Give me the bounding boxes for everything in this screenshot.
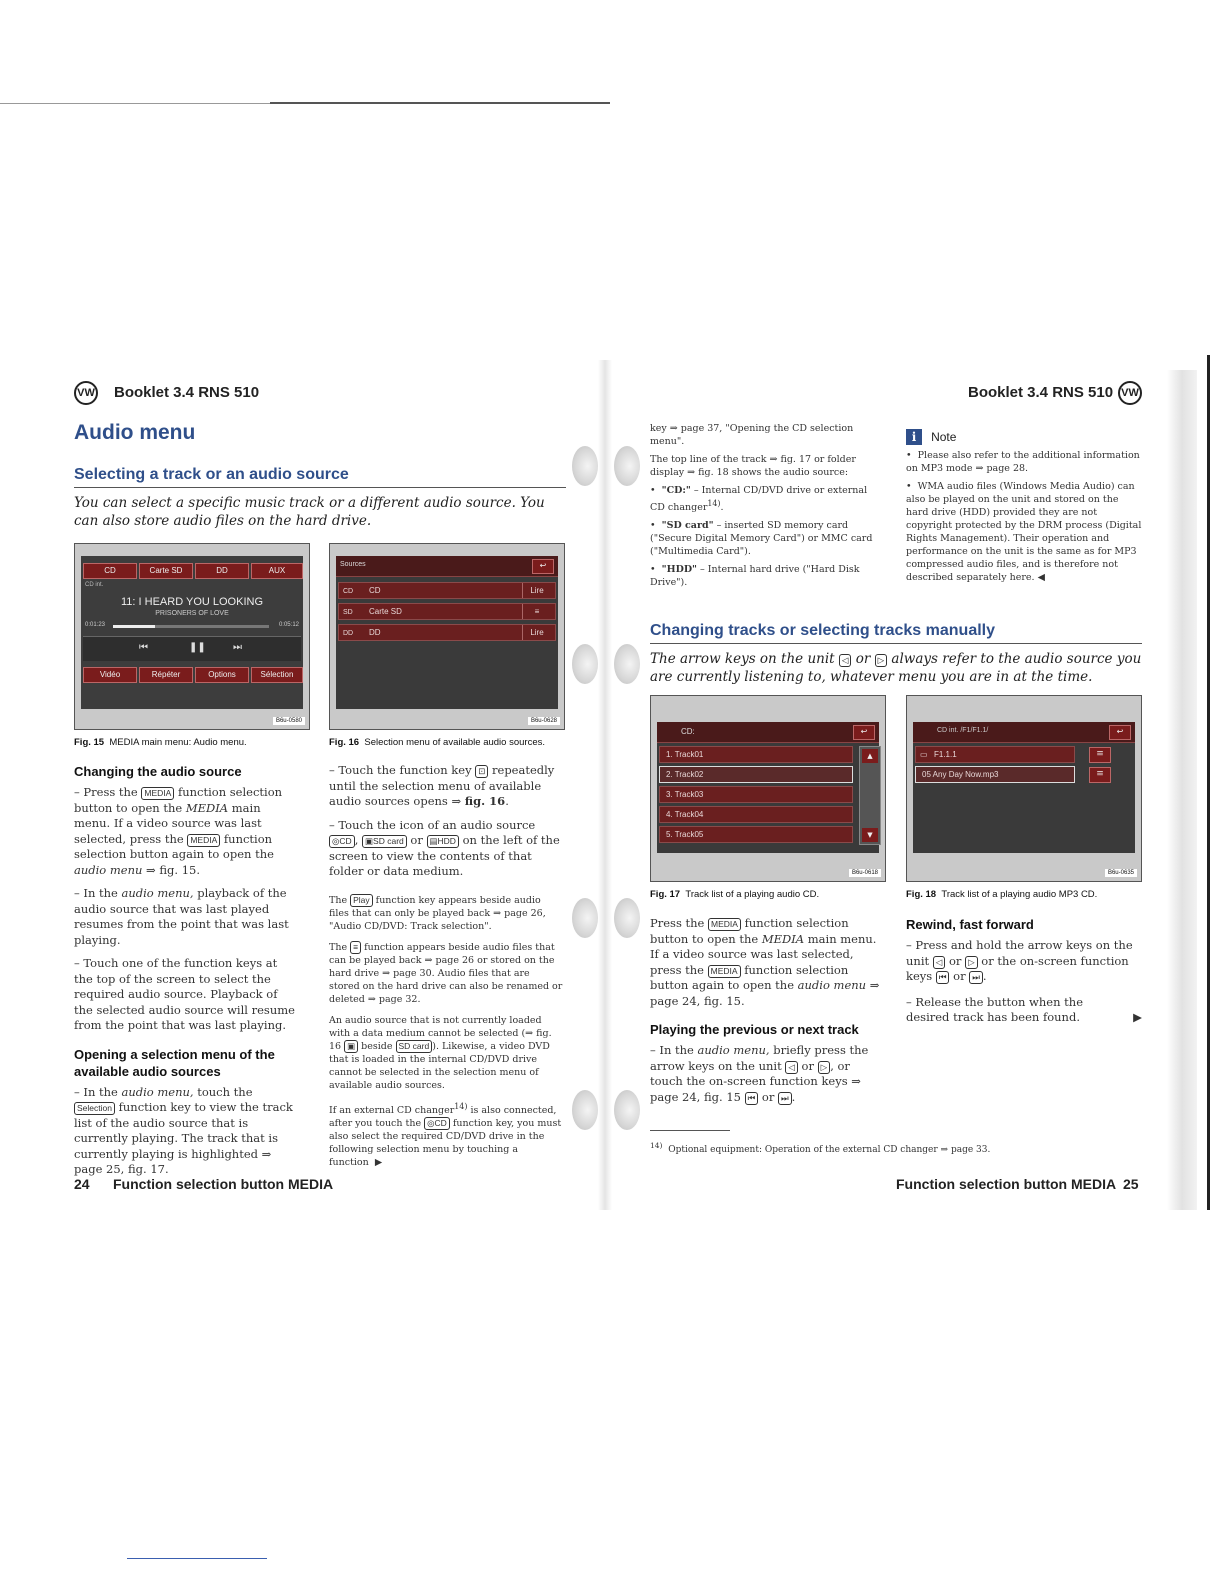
figure-code: B6u-0580	[273, 717, 305, 725]
paragraph: – Touch the icon of an audio source ◎CD , ▣SD card or ▤HDD on the left of the screen to view the contents of that folder or data medium.	[329, 817, 560, 878]
right-column-1	[650, 422, 882, 594]
binder-hole	[572, 446, 598, 486]
source-row-dd[interactable]	[338, 624, 556, 641]
play-key: Play	[350, 894, 373, 907]
scroll-down-icon[interactable]: ▼	[862, 828, 878, 842]
figure-16-caption	[329, 737, 545, 748]
function-key: ⊡	[475, 765, 488, 778]
continue-arrow-icon: ▶	[1133, 1010, 1142, 1024]
intro-text: The arrow keys on the unit ◁ or ▷ always refer to the audio source you are currently listening to, whatever menu you are in at the time.	[650, 651, 1142, 685]
menu-icon[interactable]: ≡	[1089, 767, 1111, 783]
paragraph: key ⇒ page 37, "Opening the CD selection menu".	[650, 423, 854, 447]
track-row[interactable]: 5. Track05	[659, 826, 853, 843]
source-row-cd[interactable]	[338, 582, 556, 599]
track-row[interactable]: 1. Track01	[659, 746, 853, 763]
left-arrow-key: ◁	[933, 956, 946, 969]
page-title: Audio menu	[74, 421, 196, 444]
source-label: CD int.	[85, 582, 104, 588]
note-item: • WMA audio files (Windows Media Audio) can also be played on the unit and stored on the hard drive (HDD) provided they are not copyright protected by the DRM process (Digital Rights Management). Their operation and performance on the unit is the same as for MP3 compressed audio files, and is therefore not described separately here. ◀	[906, 481, 1142, 583]
folder-row[interactable]	[915, 746, 1075, 763]
figure-15	[74, 543, 310, 730]
caption-text: MEDIA main menu: Audio menu.	[109, 737, 247, 748]
vw-logo: VW	[1118, 381, 1142, 405]
sd-card-key: ▣SD card	[362, 835, 407, 848]
figure-code: B6u-0635	[1105, 869, 1137, 877]
progress-track	[113, 625, 269, 628]
bullet-item: • "HDD" – Internal hard drive ("Hard Disk Drive").	[650, 564, 860, 589]
scrollbar[interactable]	[859, 746, 881, 845]
figure-number: Fig. 18	[906, 889, 937, 900]
cd-key: ◎CD	[424, 1117, 450, 1130]
rewind-heading: Rewind, fast forward	[906, 917, 1034, 932]
left-arrow-key: ◁	[785, 1061, 798, 1074]
paragraph: – In the audio menu, briefly press the arrow keys on the unit ◁ or ▷ , or touch the on-screen function keys ⇒ page 24, fig. 15 ⏮ or ⏭ .	[650, 1043, 869, 1104]
right-arrow-key: ▷	[965, 956, 978, 969]
intro-text: You can select a specific music track or a different audio source. You can also store audio files on the hard drive.	[74, 495, 545, 529]
right-arrow-key: ▷	[875, 654, 888, 667]
section-heading: Changing tracks or selecting tracks manually	[650, 622, 996, 639]
sources-title: Sources	[340, 561, 366, 568]
next-track-key: ⏭	[969, 971, 983, 984]
paragraph: – Press the MEDIA function selection button to open the MEDIA main menu. If a video source was last selected, press the MEDIA function selection button again to open the audio menu ⇒ fig. 15.	[74, 785, 283, 877]
footnote: $^{14)}$ Optional equipment: Operation of the external CD changer ⇒ page 33.	[650, 1141, 991, 1155]
note-item: • Please also refer to the additional information on MP3 mode ⇒ page 28.	[906, 450, 1140, 474]
scroll-up-icon[interactable]: ▲	[862, 749, 878, 763]
note-title: Note	[931, 430, 957, 444]
screen	[336, 556, 558, 709]
page-edge	[1167, 370, 1197, 1210]
paragraph: – In the audio menu, touch the Selection function key to view the track list of the audio source that is currently playing. The track that is currently playing is highlighted ⇒ page 25, fig. 17.	[74, 1084, 293, 1176]
figure-code: B6u-0628	[528, 717, 560, 725]
footer-title: Function selection button MEDIA	[896, 1176, 1117, 1192]
progress-fill	[113, 625, 155, 628]
sources-header	[336, 556, 558, 577]
right-column-1-lower	[650, 916, 884, 1105]
end-marker-icon: ◀	[1037, 572, 1045, 583]
row-label: DD	[369, 628, 381, 637]
note-box	[906, 426, 1142, 589]
screen	[913, 722, 1135, 853]
scan-line	[270, 102, 610, 104]
continue-arrow-icon: ▶	[374, 1156, 383, 1168]
footer-page-number: 24	[74, 1176, 90, 1192]
sd-icon: SD	[343, 609, 353, 616]
previous-track-icon[interactable]: ⏮	[139, 642, 148, 653]
caption-text: Selection menu of available audio sources.	[364, 737, 545, 748]
next-track-icon[interactable]: ⏭	[233, 642, 242, 653]
figure-number: Fig. 15	[74, 737, 105, 748]
page-gutter	[598, 360, 612, 1210]
sd-icon: ▣	[344, 1040, 358, 1053]
booklet-header: Booklet 3.4 RNS 510	[114, 384, 260, 401]
row-label: Carte SD	[369, 607, 402, 616]
figure-code: B6u-0618	[849, 869, 881, 877]
track-row-selected[interactable]: 2. Track02	[659, 766, 853, 783]
note-header	[906, 426, 1142, 445]
sd-card-key: SD card	[396, 1040, 433, 1053]
folder-header	[913, 722, 1135, 743]
paragraph: The Play function key appears beside audio files that can only be played back ⇒ page 26, "Audio CD/DVD: Track selection".	[329, 894, 546, 932]
section-rule	[650, 643, 1142, 644]
figure-15-caption	[74, 737, 247, 748]
tab-carte-sd[interactable]: Carte SD	[139, 563, 193, 579]
paragraph: The top line of the track ⇒ fig. 17 or folder display ⇒ fig. 18 shows the audio source:	[650, 454, 856, 478]
repeat-button[interactable]: Répéter	[139, 667, 193, 683]
hdd-key: ▤HDD	[427, 835, 459, 848]
figure-17	[650, 695, 886, 882]
left-column-2	[329, 763, 563, 1169]
figure-18-caption	[906, 889, 1097, 900]
paragraph: If an external CD changer$^{14)}$ is also connected, after you touch the ◎CD function key, you must also select the required CD/DVD drive in the following selection menu by touching a function ▶	[329, 1101, 562, 1168]
media-key: MEDIA	[187, 834, 220, 847]
back-icon[interactable]: ↩	[1109, 725, 1131, 740]
binder-hole	[572, 898, 598, 938]
scan-line-bottom	[127, 1558, 267, 1559]
hdd-icon: DD	[343, 630, 354, 637]
footer-page-number: 25	[1123, 1176, 1139, 1192]
figure-number: Fig. 17	[650, 889, 681, 900]
paragraph: – Press and hold the arrow keys on the unit ◁ or ▷ or the on-screen function keys ⏮ or ⏭ .	[906, 938, 1133, 983]
scan-line	[0, 103, 270, 104]
caption-text: Track list of a playing audio CD.	[685, 889, 820, 900]
opening-menu-heading: Opening a selection menu of the available audio sources	[74, 1046, 275, 1079]
tab-cd[interactable]: CD	[83, 563, 137, 579]
cd-icon: CD	[343, 588, 354, 595]
caption-text: Track list of a playing audio MP3 CD.	[941, 889, 1098, 900]
vw-logo: VW	[74, 381, 98, 405]
section-heading: Selecting a track or an audio source	[74, 466, 349, 483]
selection-key: Selection	[74, 1102, 115, 1115]
paragraph: – Touch the function key ⊡ repeatedly until the selection menu of available audio sources opens ⇒ fig. 16.	[329, 763, 555, 808]
cd-key: ◎CD	[329, 835, 355, 848]
binder-hole	[614, 898, 640, 938]
left-arrow-key: ◁	[839, 654, 852, 667]
play-action[interactable]: Lire	[522, 625, 551, 640]
source-label: CD:	[681, 727, 695, 736]
back-icon[interactable]: ↩	[853, 725, 875, 740]
binder-hole	[572, 1090, 598, 1130]
next-track-key: ⏭	[778, 1092, 792, 1105]
footer-title: Function selection button MEDIA	[113, 1176, 334, 1192]
paragraph: – In the audio menu, playback of the audio source that was last played resumes from the point that was last playing.	[74, 886, 289, 947]
section-rule	[74, 487, 566, 488]
figure-17-caption	[650, 889, 819, 900]
track-title: 11: I HEARD YOU LOOKING	[120, 596, 264, 608]
menu-icon[interactable]: ≡	[1089, 747, 1111, 763]
source-row-sd[interactable]	[338, 603, 556, 620]
right-column-2-lower	[906, 916, 1142, 1026]
options-button[interactable]: Options	[195, 667, 249, 683]
bullet-item: • "SD card" – inserted SD memory card ("Secure Digital Memory Card") or MMC card ("Multimedia Card").	[650, 520, 873, 558]
album-title: PRISONERS OF LOVE	[155, 610, 229, 617]
paragraph: – Release the button when the desired track has been found. ▶	[906, 994, 1142, 1024]
paragraph: An audio source that is not currently loaded with a data medium cannot be selected (⇒ fig. 16 ▣ beside SD card ). Likewise, a video DVD that is loaded in the internal CD/DVD drive cannot be selected in the selection menu of available audio sources.	[329, 1014, 552, 1091]
changing-source-section	[74, 763, 296, 1178]
time-total: 0:05:12	[278, 622, 299, 628]
changing-source-heading: Changing the audio source	[74, 764, 242, 779]
paragraph: The ≡ function appears beside audio files that can be played back ⇒ page 26 or stored on the hard drive ⇒ page 30. Audio files that are stored on the hard drive can also be renamed or deleted ⇒ page 32.	[329, 941, 563, 1005]
tab-dd[interactable]: DD	[195, 563, 249, 579]
folder-path: CD int. /F1/F1.1/	[937, 727, 989, 734]
selection-button[interactable]: Sélection	[251, 667, 303, 683]
play-action[interactable]: Lire	[522, 583, 551, 598]
figure-number: Fig. 16	[329, 737, 360, 748]
row-label: F1.1.1	[934, 750, 957, 759]
controls-bar	[83, 636, 301, 661]
media-key: MEDIA	[708, 918, 741, 931]
track-list-header	[657, 722, 879, 743]
pause-icon[interactable]: ❚❚	[189, 642, 206, 653]
folder-icon: ▭	[920, 750, 928, 759]
track-row[interactable]: 4. Track04	[659, 806, 853, 823]
file-row-selected[interactable]: 05 Any Day Now.mp3	[915, 766, 1075, 783]
media-key: MEDIA	[708, 965, 741, 978]
info-icon: i	[906, 429, 922, 445]
screen	[657, 722, 879, 853]
footnote-rule	[650, 1130, 730, 1131]
binder-hole	[614, 644, 640, 684]
screen	[81, 556, 303, 709]
binder-hole	[614, 1090, 640, 1130]
track-row[interactable]: 3. Track03	[659, 786, 853, 803]
right-arrow-key: ▷	[818, 1061, 831, 1074]
figure-16	[329, 543, 565, 730]
time-elapsed: 0:01:23	[85, 622, 106, 628]
previous-track-key: ⏮	[745, 1092, 759, 1105]
menu-icon[interactable]: ≡	[522, 604, 551, 619]
paragraph: Press the MEDIA function selection button to open the MEDIA main menu. If a video source was last selected, press the MEDIA function selection button again to open the audio menu ⇒ page 24, fig. 15.	[650, 916, 880, 1008]
menu-key: ≡	[350, 941, 361, 954]
media-key: MEDIA	[141, 787, 174, 800]
row-label: CD	[369, 586, 381, 595]
paragraph: – Touch one of the function keys at the top of the screen to select the required audio source. Playback of the selected audio source will resume from the point that was last playing.	[74, 956, 295, 1032]
page-edge-line	[1207, 355, 1210, 1210]
video-button[interactable]: Vidéo	[83, 667, 137, 683]
bullet-item: • "CD:" – Internal CD/DVD drive or external CD changer$^{14)}$.	[650, 485, 868, 514]
binder-hole	[572, 644, 598, 684]
prev-next-heading: Playing the previous or next track	[650, 1022, 859, 1037]
figure-18	[906, 695, 1142, 882]
tab-aux[interactable]: AUX	[251, 563, 303, 579]
back-icon[interactable]: ↩	[532, 559, 554, 574]
previous-track-key: ⏮	[936, 971, 950, 984]
booklet-header: Booklet 3.4 RNS 510	[968, 384, 1114, 401]
binder-hole	[614, 446, 640, 486]
